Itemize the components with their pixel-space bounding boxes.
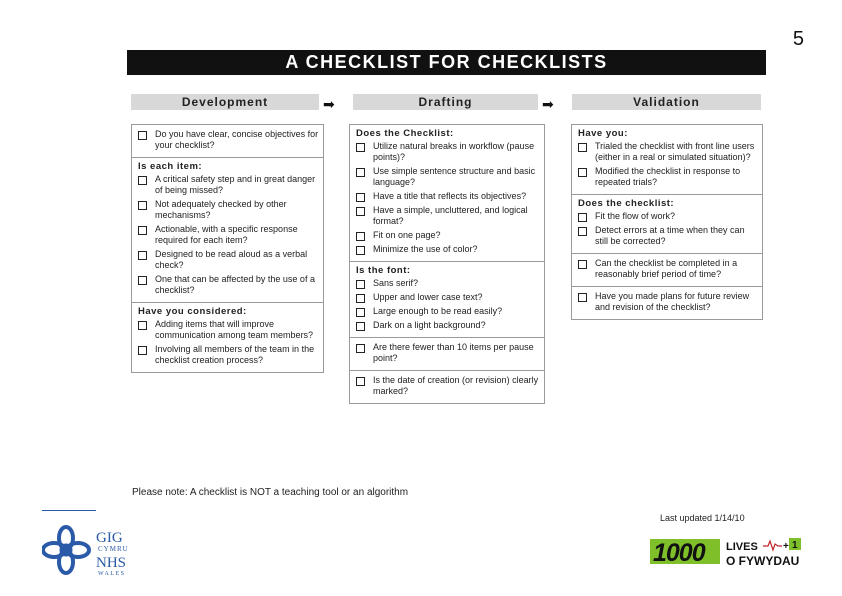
checklist-item: Use simple sentence structure and basic language? — [356, 166, 540, 188]
checkbox-icon — [578, 213, 587, 222]
section-heading: Does the Checklist: — [356, 128, 454, 139]
checklist-item: Detect errors at a time when they can still be corrected? — [578, 225, 758, 247]
checklist-title: A CHECKLIST FOR CHECKLISTS — [127, 50, 766, 75]
validation-section-time — [572, 254, 762, 287]
checklist-item: Sans serif? — [356, 278, 540, 289]
drafting-section-date — [350, 371, 544, 403]
section-heading: Is each item: — [138, 161, 203, 172]
section-heading: Have you: — [578, 128, 628, 139]
stage-drafting: Drafting — [353, 94, 538, 110]
checklist-item: Involving all members of the team in the checklist creation process? — [138, 344, 319, 366]
logo-1000-text: 1000 — [653, 539, 705, 567]
checkbox-icon — [356, 207, 365, 216]
slide-number: 5 — [792, 28, 804, 50]
checklist-item: Not adequately checked by other mechanisms? — [138, 199, 319, 221]
checkbox-icon — [578, 168, 587, 177]
checkbox-icon — [138, 321, 147, 330]
checklist-item: Fit on one page? — [356, 230, 540, 241]
checklist-item: A critical safety step and in great danger of being missed? — [138, 174, 319, 196]
checkbox-icon — [138, 201, 147, 210]
checklist-item: Designed to be read aloud as a verbal check? — [138, 249, 319, 271]
checklist-item: Actionable, with a specific response required for each item? — [138, 224, 319, 246]
development-section-each-item — [132, 158, 323, 303]
section-heading: Is the font: — [356, 265, 411, 276]
checkbox-icon — [356, 143, 365, 152]
checkbox-icon — [356, 232, 365, 241]
checkbox-icon — [356, 344, 365, 353]
logo-cymru-text: CYMRU — [98, 545, 129, 553]
logo-gig-text: GIG — [96, 530, 123, 546]
divider-line — [42, 510, 96, 511]
checklist-item: Can the checklist be completed in a reasonably brief period of time? — [578, 258, 758, 280]
checkbox-icon — [356, 322, 365, 331]
drafting-section-items-count — [350, 338, 544, 371]
stage-validation: Validation — [572, 94, 761, 110]
development-panel — [131, 124, 324, 373]
checklist-item: Adding items that will improve communication among team members? — [138, 319, 319, 341]
checklist-item: Modified the checklist in response to repeated trials? — [578, 166, 758, 188]
checklist-item: Have you made plans for future review and revision of the checklist? — [578, 291, 758, 313]
checkbox-icon — [356, 193, 365, 202]
checkbox-icon — [356, 377, 365, 386]
checkbox-icon — [356, 280, 365, 289]
checkbox-icon — [578, 143, 587, 152]
checklist-item: Fit the flow of work? — [578, 211, 758, 222]
checkbox-icon — [138, 176, 147, 185]
section-heading: Have you considered: — [138, 306, 247, 317]
logo-plus-text: + — [783, 541, 789, 552]
heartbeat-icon — [763, 541, 782, 550]
checklist-item: Have a simple, uncluttered, and logical format? — [356, 205, 540, 227]
checkbox-icon — [578, 260, 587, 269]
checklist-item: Are there fewer than 10 items per pause point? — [356, 342, 540, 364]
logo-wales-text: WALES — [98, 571, 126, 577]
validation-panel — [571, 124, 763, 320]
logo-badge-text: 1 — [792, 540, 798, 551]
arrow-right-icon: ➡ — [323, 96, 335, 112]
checkbox-icon — [356, 246, 365, 255]
checkbox-icon — [138, 226, 147, 235]
drafting-section-checklist — [350, 125, 544, 262]
checkbox-icon — [578, 293, 587, 302]
checklist-item: Have a title that reflects its objectives? — [356, 191, 540, 202]
checkbox-icon — [356, 168, 365, 177]
arrow-right-icon: ➡ — [542, 96, 554, 112]
checkbox-icon — [138, 251, 147, 260]
logo-lives-text: LIVES — [726, 541, 758, 553]
logo-fywydau-text: O FYWYDAU — [726, 554, 800, 568]
last-updated: Last updated 1/14/10 — [660, 513, 745, 523]
section-heading: Does the checklist: — [578, 198, 675, 209]
checkbox-icon — [138, 346, 147, 355]
logo-nhs-text: NHS — [96, 555, 127, 571]
checkbox-icon — [138, 131, 147, 140]
checkbox-icon — [138, 276, 147, 285]
development-section-objectives — [132, 125, 323, 158]
checklist-item: One that can be affected by the use of a checklist? — [138, 274, 319, 296]
checklist-item: Is the date of creation (or revision) clearly marked? — [356, 375, 540, 397]
checklist-item: Minimize the use of color? — [356, 244, 540, 255]
validation-section-does-checklist — [572, 195, 762, 254]
checklist-item: Utilize natural breaks in workflow (pause points)? — [356, 141, 540, 163]
checklist-item: Trialed the checklist with front line users (either in a real or simulated situation)? — [578, 141, 758, 163]
1000-lives-logo — [650, 535, 810, 569]
nhs-wales-logo — [42, 522, 142, 578]
drafting-panel — [349, 124, 545, 404]
drafting-section-font — [350, 262, 544, 338]
checklist-item: Dark on a light background? — [356, 320, 540, 331]
validation-section-review — [572, 287, 762, 319]
stage-development: Development — [131, 94, 319, 110]
footnote: Please note: A checklist is NOT a teaching tool or an algorithm — [132, 487, 409, 498]
checkbox-icon — [356, 308, 365, 317]
development-section-considered — [132, 303, 323, 372]
checklist-item: Upper and lower case text? — [356, 292, 540, 303]
checklist-item: Large enough to be read easily? — [356, 306, 540, 317]
checkbox-icon — [578, 227, 587, 236]
checkbox-icon — [356, 294, 365, 303]
checklist-item: Do you have clear, concise objectives for your checklist? — [138, 129, 319, 151]
celtic-knot-icon — [43, 527, 89, 573]
validation-section-have-you — [572, 125, 762, 195]
